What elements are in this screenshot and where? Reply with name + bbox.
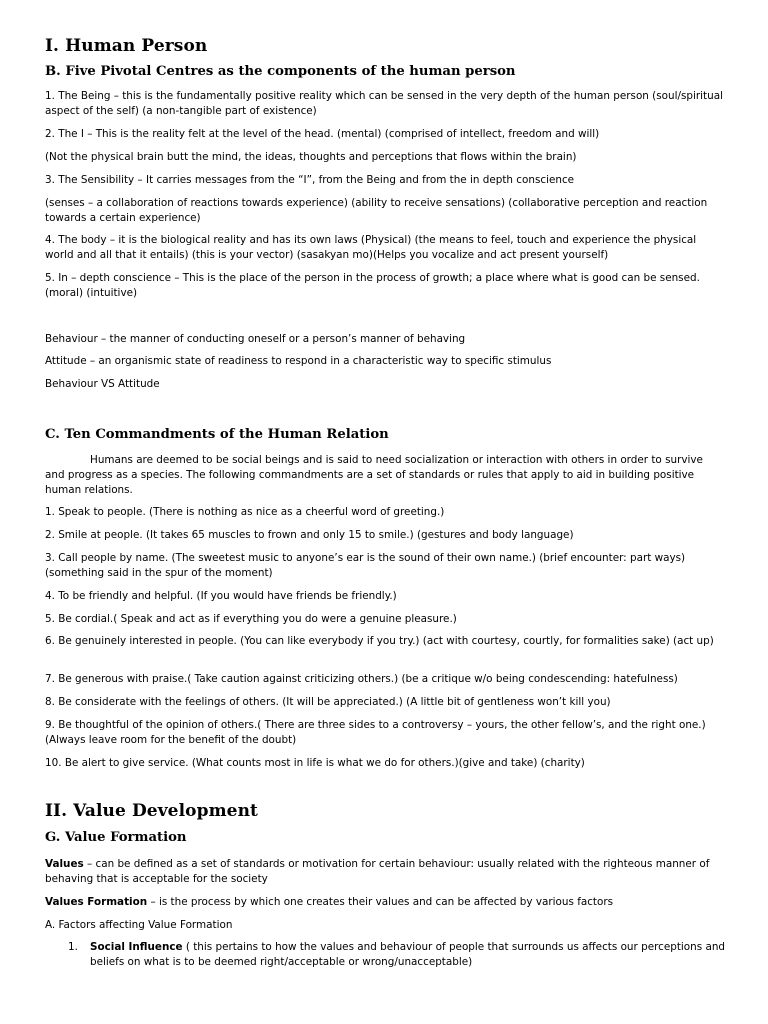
paragraph-behaviour-vs-attitude: Behaviour VS Attitude [45,378,160,390]
paragraph-the-i-note: (Not the physical brain butt the mind, the ideas, thoughts and perceptions that flows within the brain) [45,151,577,163]
commandment-6: 6. Be genuinely interested in people. (You can like everybody if you try.) (act with courtesy, courtly, for formalities sake) (act up) [45,635,714,647]
commandment-8: 8. Be considerate with the feelings of others. (It will be appreciated.) (A little bit of gentleness won’t kill you) [45,696,611,708]
list-item-body [90,940,728,970]
paragraph-body: 4. The body – it is the biological reality and has its own laws (Physical) (the means to feel, touch and experience the physical world and all that it entails) (this is your vector) (sasakyan mo)(Helps you vocalize and act present yourself) [45,234,697,261]
paragraph-sensibility-note: (senses – a collaboration of reactions towards experience) (ability to receive sensations) (collaborative perception and reaction towards a certain experience) [45,197,708,224]
commandment-1: 1. Speak to people. (There is nothing as nice as a cheerful word of greeting.) [45,506,445,518]
section-title-value-development: II. Value Development [45,801,258,821]
social-influence-term: Social Influence [90,941,183,953]
section-title-human-person: I. Human Person [45,36,208,56]
values-formation-term: Values Formation [45,896,148,908]
commandment-2: 2. Smile at people. (It takes 65 muscles to frown and only 15 to smile.) (gestures and body language) [45,529,574,541]
paragraph-behaviour: Behaviour – the manner of conducting oneself or a person’s manner of behaving [45,333,466,345]
paragraph-factors-heading: A. Factors affecting Value Formation [45,919,233,931]
values-formation-definition-text: – is the process by which one creates their values and can be affected by various factors [147,896,614,908]
paragraph-being: 1. The Being – this is the fundamentally positive reality which can be sensed in the very depth of the human person (soul/spiritual aspect of the self) (a non-tangible part of existence) [45,90,723,117]
paragraph-values-definition [45,857,725,887]
subtitle-value-formation: G. Value Formation [45,830,187,845]
commandment-3: 3. Call people by name. (The sweetest music to anyone’s ear is the sound of their own name.) (brief encounter: part ways) (something said in the spur of the moment) [45,552,686,579]
paragraph-the-i: 2. The I – This is the reality felt at the level of the head. (mental) (comprised of intellect, freedom and will) [45,128,600,140]
paragraph-conscience: 5. In – depth conscience – This is the place of the person in the process of growth; a place where what is good can be sensed. (moral) (intuitive) [45,272,700,299]
social-influence-definition: ( this pertains to how the values and behaviour of people that surrounds us affects our perceptions and beliefs on what is to be deemed right/acceptable or wrong/unacceptable) [90,941,725,968]
paragraph-values-formation-definition [45,895,725,910]
paragraph-sensibility: 3. The Sensibility – It carries messages from the “I”, from the Being and from the in depth conscience [45,174,575,186]
commandment-10: 10. Be alert to give service. (What counts most in life is what we do for others.)(give and take) (charity) [45,757,585,769]
paragraph-commandments-intro: Humans are deemed to be social beings and is said to need socialization or interaction with others in order to survive and progress as a species. The following commandments are a set of standards or rules that apply to aid in building positive human relations. [45,454,703,496]
list-item-number: 1. [68,941,78,953]
list-item-social-influence [68,940,728,970]
commandment-7: 7. Be generous with praise.( Take caution against criticizing others.) (be a critique w/o being condescending: hatefulness) [45,673,678,685]
commandment-5: 5. Be cordial.( Speak and act as if everything you do were a genuine pleasure.) [45,613,457,625]
commandment-4: 4. To be friendly and helpful. (If you would have friends be friendly.) [45,590,397,602]
paragraph-attitude: Attitude – an organismic state of readiness to respond in a characteristic way to specific stimulus [45,355,552,367]
commandment-9: 9. Be thoughtful of the opinion of others.( There are three sides to a controversy – yours, the other fellow’s, and the right one.) (Always leave room for the benefit of the doubt) [45,719,706,746]
subtitle-five-pivotal-centres: B. Five Pivotal Centres as the components of the human person [45,64,516,79]
values-term: Values [45,858,84,870]
section-title-ten-commandments: C. Ten Commandments of the Human Relation [45,427,389,442]
values-definition-text: – can be defined as a set of standards or motivation for certain behaviour: usually related with the righteous manner of behaving that is acceptable for the society [45,858,710,885]
